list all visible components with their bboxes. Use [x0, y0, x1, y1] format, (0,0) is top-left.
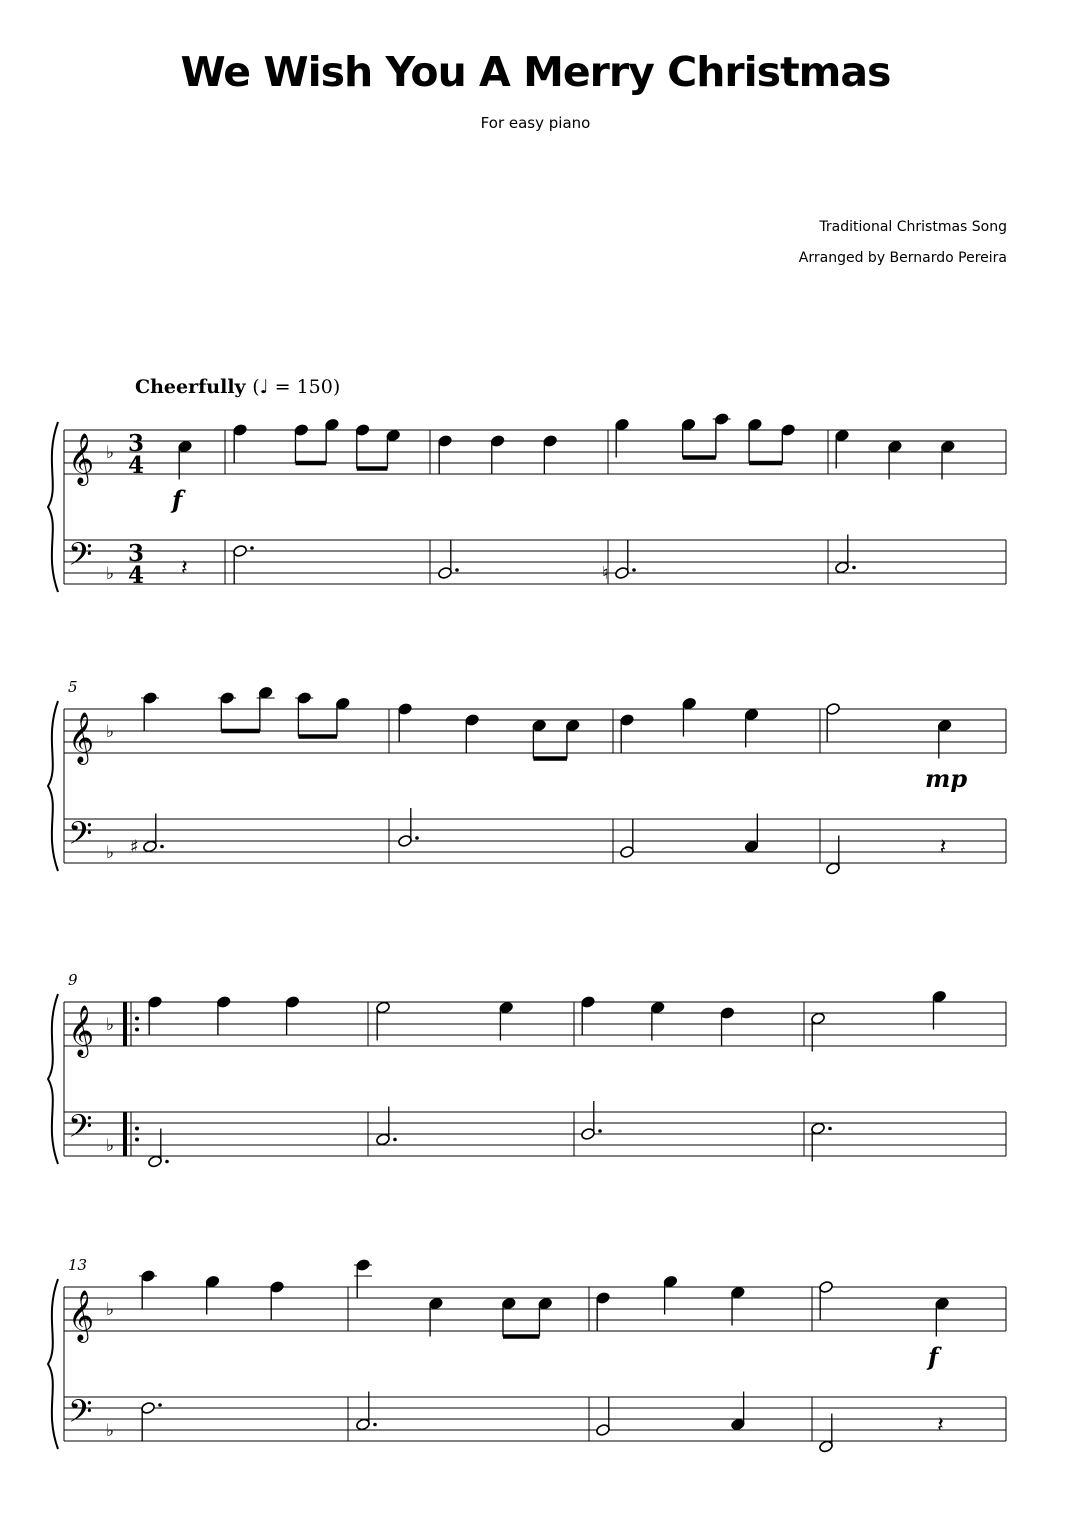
brace [48, 994, 58, 1164]
key-flat: ♭ [106, 564, 115, 584]
quarter-rest: 𝄽 [939, 835, 947, 860]
augmentation-dot [415, 836, 419, 840]
brace [48, 1279, 58, 1449]
repeat-dot [135, 1127, 139, 1131]
augmentation-dot [632, 568, 636, 572]
augmentation-dot [160, 845, 164, 849]
key-flat: ♭ [106, 443, 115, 463]
arranger-credit: Arranged by Bernardo Pereira [798, 250, 1007, 266]
augmentation-dot [158, 1403, 162, 1407]
repeat-thick-bar [123, 1112, 127, 1156]
accidental: ♯ [130, 836, 139, 858]
measure-number: 9 [68, 971, 78, 989]
measure-number: 13 [68, 1256, 88, 1274]
time-signature-bottom: 4 [128, 562, 145, 589]
augmentation-dot [598, 1129, 602, 1133]
score-title: We Wish You A Merry Christmas [180, 48, 891, 96]
time-signature-bottom: 4 [128, 452, 145, 479]
augmentation-dot [828, 1127, 832, 1131]
key-flat: ♭ [106, 1136, 115, 1156]
tempo-bpm: (♩ = 150) [252, 376, 341, 398]
time-signature-top: 3 [128, 540, 145, 567]
bass-clef: 𝄢 [68, 1393, 93, 1437]
dynamic-mp: mp [925, 764, 968, 793]
repeat-thick-bar [123, 1002, 127, 1046]
brace [48, 701, 58, 871]
repeat-dot [135, 1017, 139, 1021]
key-flat: ♭ [106, 1300, 115, 1320]
key-flat: ♭ [106, 843, 115, 863]
system [48, 412, 1006, 592]
augmentation-dot [393, 1138, 397, 1142]
augmentation-dot [852, 566, 856, 570]
dynamic-f: f [928, 1342, 939, 1371]
key-flat: ♭ [106, 1421, 115, 1441]
score-subtitle: For easy piano [480, 114, 591, 132]
quarter-rest: 𝄽 [937, 1413, 944, 1438]
treble-clef: 𝄞 [68, 433, 95, 484]
brace [48, 422, 58, 592]
accidental: ♮ [602, 563, 609, 584]
tempo-text: Cheerfully [135, 376, 246, 398]
dynamic-f: f [172, 485, 183, 514]
treble-clef: 𝄞 [68, 712, 95, 763]
time-signature-top: 3 [128, 430, 145, 457]
key-flat: ♭ [106, 722, 115, 742]
repeat-dot [135, 1138, 139, 1142]
augmentation-dot [165, 1160, 169, 1164]
repeat-dot [135, 1028, 139, 1032]
augmentation-dot [373, 1423, 377, 1427]
bass-clef: 𝄢 [68, 815, 93, 859]
system [48, 678, 1006, 875]
system [48, 1256, 1006, 1453]
quarter-rest: 𝄽 [181, 556, 188, 581]
bass-clef: 𝄢 [68, 536, 93, 580]
treble-clef: 𝄞 [68, 1290, 95, 1341]
bass-clef: 𝄢 [68, 1108, 93, 1152]
composer-credit: Traditional Christmas Song [819, 219, 1007, 235]
system [48, 971, 1006, 1168]
augmentation-dot [455, 568, 459, 572]
key-flat: ♭ [106, 1015, 115, 1035]
treble-clef: 𝄞 [68, 1005, 95, 1056]
augmentation-dot [250, 546, 254, 550]
measure-number: 5 [68, 678, 78, 696]
